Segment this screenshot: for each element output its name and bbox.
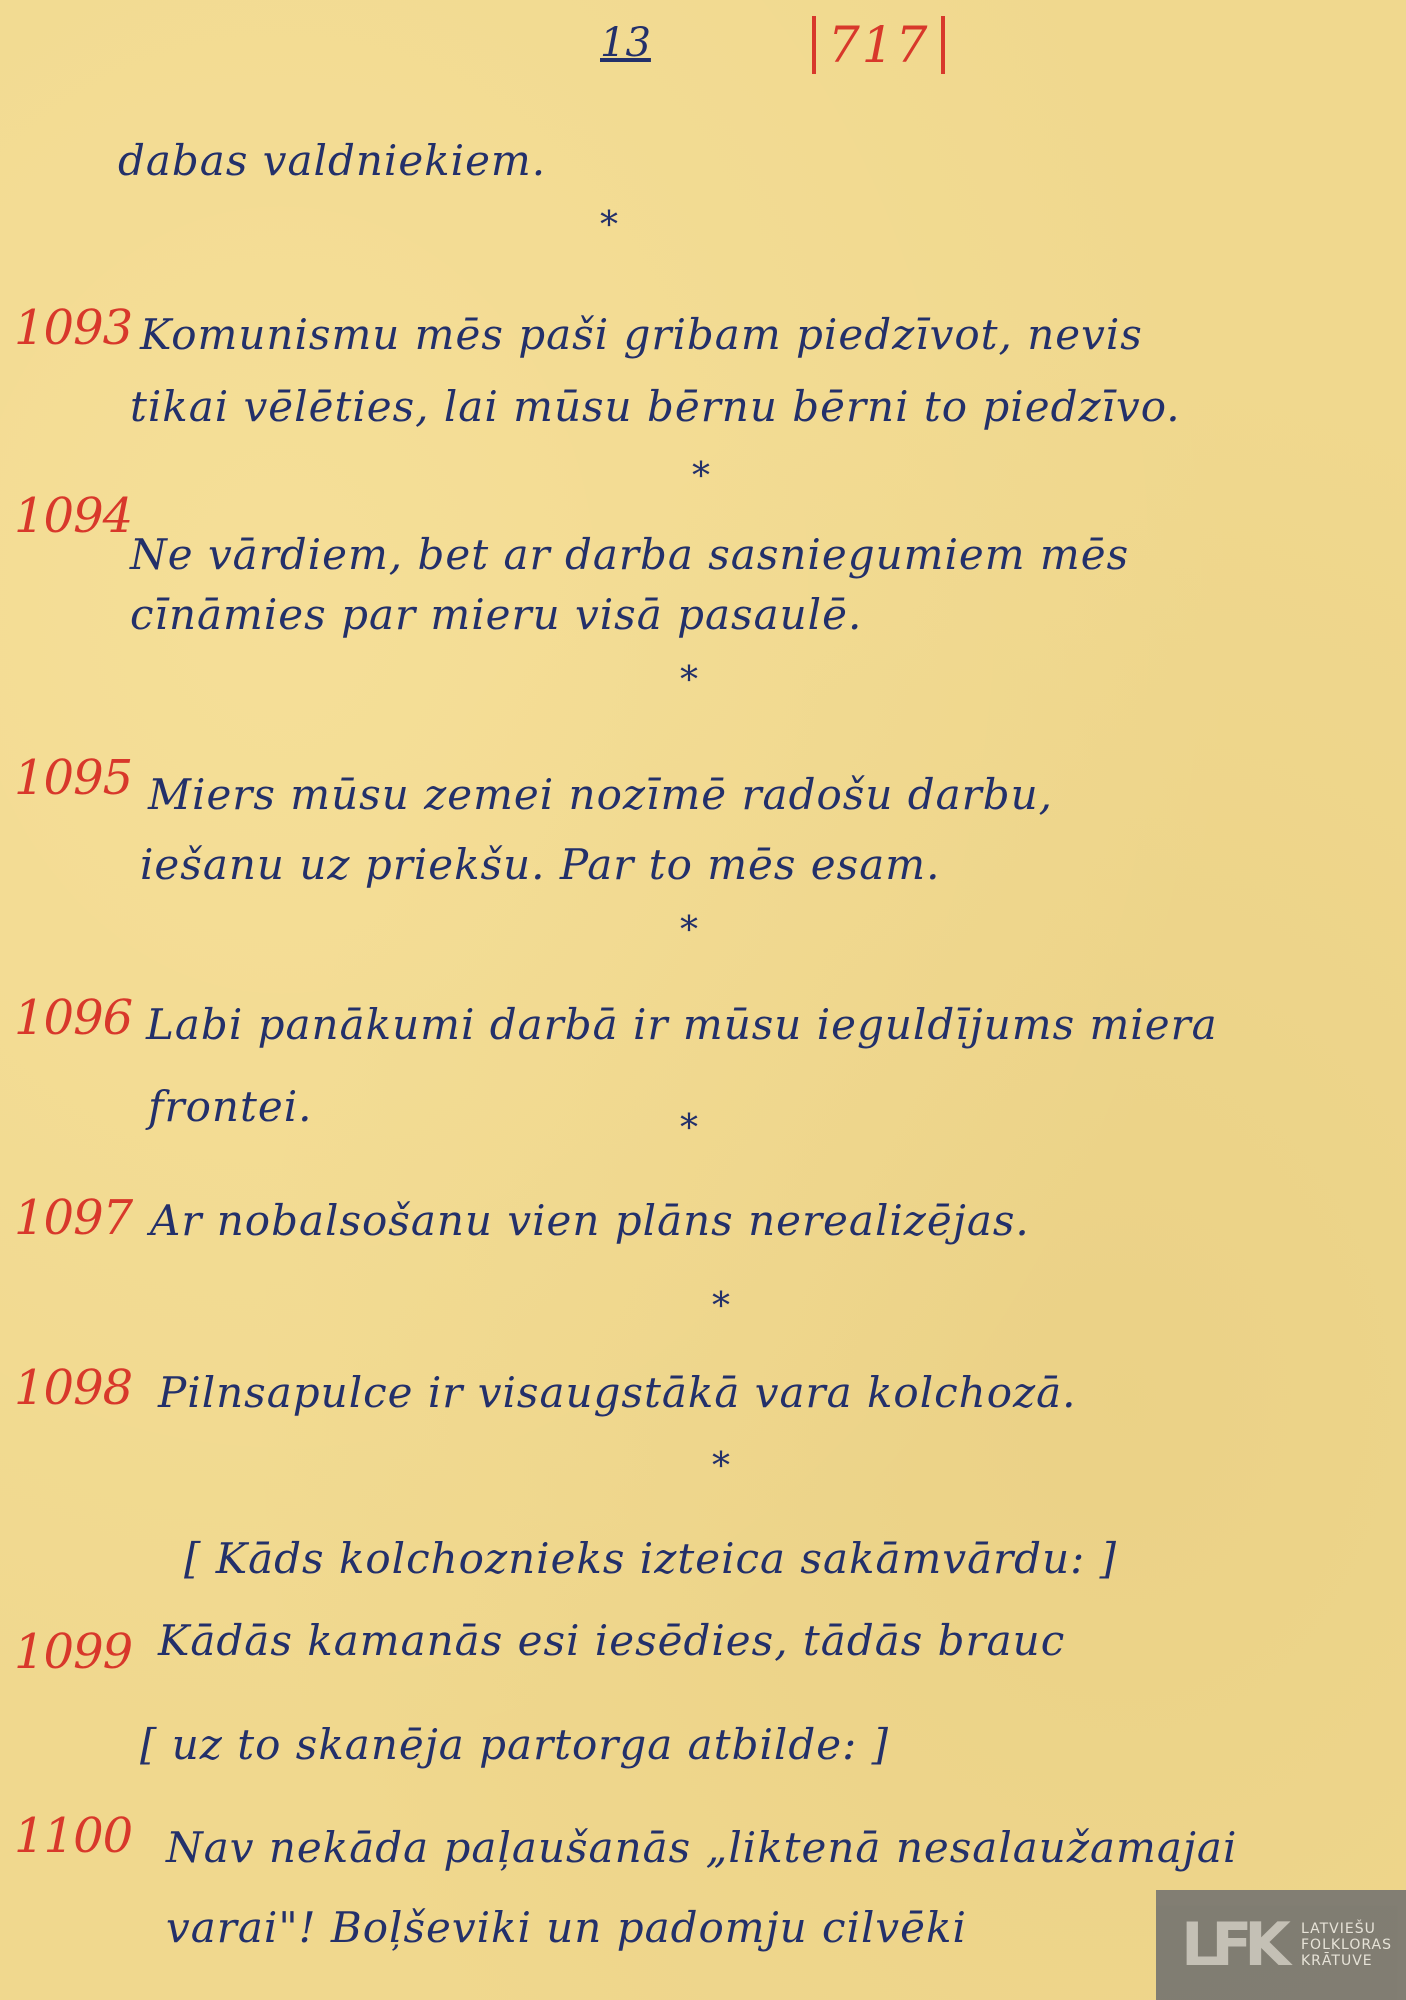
entry-line: Ar nobalsošanu vien plāns nerealizējas.	[150, 1196, 1030, 1245]
lfk-logo-icon: LFK	[1181, 1910, 1283, 1980]
entry-number: 1093	[14, 300, 133, 356]
entry-line: Nav nekāda paļaušanās „liktenā nesalaužamajai varai"! Boļševiki un padomju cilvēki	[166, 1823, 1238, 1952]
entry-number: 1096	[14, 990, 133, 1046]
entry-line: Komunismu mēs paši gribam piedzīvot, nevis	[140, 310, 1143, 359]
entry-number: 1100	[14, 1808, 133, 1864]
separator-star: *	[712, 1446, 730, 1487]
archive-logo	[1156, 1890, 1406, 2000]
entry-line: Ne vārdiem, bet ar darba sasniegumiem mēs	[130, 530, 1130, 579]
continuation-line: dabas valdniekiem.	[118, 136, 547, 185]
separator-star: *	[600, 205, 618, 246]
entry-line: Kādās kamanās esi iesēdies, tādās brauc	[158, 1616, 1066, 1665]
entry-line: iešanu uz priekšu. Par to mēs esam.	[140, 840, 941, 889]
entry-line: Labi panākumi darbā ir mūsu ieguldījums miera	[146, 1000, 1218, 1049]
entry-number: 1094	[14, 488, 133, 544]
entry-line: cīnāmies par mieru visā pasaulē.	[130, 590, 863, 639]
entry-line: Miers mūsu zemei nozīmē radošu darbu,	[148, 770, 1054, 819]
entry-number: 1095	[14, 750, 133, 806]
entry-line: tikai vēlēties, lai mūsu bērnu bērni to piedzīvo.	[130, 382, 1181, 431]
logo-text: LATVIEŠU FOLKLORAS KRĀTUVE	[1301, 1921, 1392, 1969]
entry-number: 1098	[14, 1360, 133, 1416]
separator-star: *	[692, 456, 710, 497]
separator-star: *	[680, 660, 698, 701]
page-number: 13	[600, 20, 651, 66]
entry-line: Pilnsapulce ir visaugstākā vara kolchozā.	[158, 1368, 1077, 1417]
separator-star: *	[680, 910, 698, 951]
entry-line: frontei.	[148, 1082, 313, 1131]
editor-note: [ Kāds kolchoznieks izteica sakāmvārdu: ]	[184, 1534, 1118, 1583]
separator-star: *	[712, 1286, 730, 1327]
editor-note: [ uz to skanēja partorga atbilde: ]	[140, 1720, 889, 1769]
separator-star: *	[680, 1108, 698, 1149]
archive-number: 717	[812, 16, 945, 74]
entry-number: 1099	[14, 1624, 133, 1680]
entry-number: 1097	[14, 1190, 133, 1246]
